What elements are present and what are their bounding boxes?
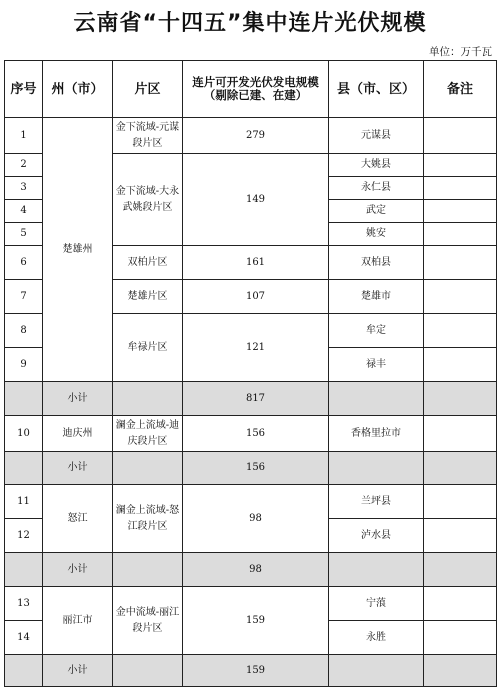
- area-cell: 金下流域-大永武姚段片区: [113, 154, 183, 246]
- seq-cell: 9: [5, 348, 43, 382]
- remark-cell: [424, 246, 497, 280]
- table-row: [5, 587, 497, 621]
- county-cell: 永仁县: [329, 177, 424, 200]
- capacity-cell: 121: [183, 314, 329, 382]
- subtotal-capacity: 817: [183, 382, 329, 416]
- document-title: 云南省“十四五”集中连片光伏规模: [73, 11, 427, 36]
- county-cell: [329, 655, 424, 687]
- capacity-cell: 98: [183, 485, 329, 553]
- area-cell: 牟禄片区: [113, 314, 183, 382]
- remark-cell: [424, 655, 497, 687]
- county-cell: 双柏县: [329, 246, 424, 280]
- remark-cell: [424, 416, 497, 452]
- remark-cell: [424, 177, 497, 200]
- seq-cell: 14: [5, 621, 43, 655]
- capacity-cell: 279: [183, 118, 329, 154]
- remark-cell: [424, 223, 497, 246]
- subtotal-label: 小计: [43, 452, 113, 485]
- header-seq: 序号: [5, 61, 43, 118]
- remark-cell: [424, 314, 497, 348]
- seq-cell: 4: [5, 200, 43, 223]
- subtotal-label: 小计: [43, 655, 113, 687]
- county-cell: 香格里拉市: [329, 416, 424, 452]
- area-cell: 楚雄片区: [113, 280, 183, 314]
- subtotal-label: 小计: [43, 382, 113, 416]
- seq-cell: 8: [5, 314, 43, 348]
- prefecture-cell: 楚雄州: [43, 118, 113, 382]
- capacity-cell: 107: [183, 280, 329, 314]
- county-cell: 兰坪县: [329, 485, 424, 519]
- capacity-cell: 161: [183, 246, 329, 280]
- county-cell: 楚雄市: [329, 280, 424, 314]
- county-cell: 泸水县: [329, 519, 424, 553]
- seq-cell: [5, 382, 43, 416]
- capacity-cell: 159: [183, 587, 329, 655]
- remark-cell: [424, 621, 497, 655]
- remark-cell: [424, 485, 497, 519]
- remark-cell: [424, 553, 497, 587]
- subtotal-capacity: 98: [183, 553, 329, 587]
- subtotal-capacity: 156: [183, 452, 329, 485]
- header-remark: 备注: [424, 61, 497, 118]
- header-row: [5, 61, 497, 118]
- county-cell: 元谋县: [329, 118, 424, 154]
- capacity-cell: 149: [183, 154, 329, 246]
- seq-cell: 12: [5, 519, 43, 553]
- county-cell: 武定: [329, 200, 424, 223]
- remark-cell: [424, 280, 497, 314]
- seq-cell: 6: [5, 246, 43, 280]
- county-cell: 牟定: [329, 314, 424, 348]
- table-row: [5, 416, 497, 452]
- area-cell: [113, 452, 183, 485]
- unit-label: 单位：万千瓦: [429, 46, 492, 58]
- area-cell: 双柏片区: [113, 246, 183, 280]
- area-cell: [113, 382, 183, 416]
- area-cell: 金中流域-丽江段片区: [113, 587, 183, 655]
- remark-cell: [424, 587, 497, 621]
- header-area: 片区: [113, 61, 183, 118]
- subtotal-row: [5, 382, 497, 416]
- prefecture-cell: 怒江: [43, 485, 113, 553]
- remark-cell: [424, 382, 497, 416]
- county-cell: [329, 452, 424, 485]
- remark-cell: [424, 118, 497, 154]
- seq-cell: [5, 553, 43, 587]
- county-cell: [329, 382, 424, 416]
- seq-cell: 2: [5, 154, 43, 177]
- seq-cell: 13: [5, 587, 43, 621]
- county-cell: [329, 553, 424, 587]
- capacity-cell: 156: [183, 416, 329, 452]
- remark-cell: [424, 154, 497, 177]
- subtotal-row: [5, 553, 497, 587]
- subtotal-row: [5, 452, 497, 485]
- seq-cell: [5, 655, 43, 687]
- pv-scale-table: [4, 60, 497, 687]
- seq-cell: 11: [5, 485, 43, 519]
- table-row: [5, 485, 497, 519]
- county-cell: 禄丰: [329, 348, 424, 382]
- area-cell: [113, 655, 183, 687]
- remark-cell: [424, 452, 497, 485]
- area-cell: 澜金上流域-迪庆段片区: [113, 416, 183, 452]
- seq-cell: 10: [5, 416, 43, 452]
- prefecture-cell: 丽江市: [43, 587, 113, 655]
- header-county: 县（市、区）: [329, 61, 424, 118]
- remark-cell: [424, 200, 497, 223]
- county-cell: 姚安: [329, 223, 424, 246]
- subtotal-row: [5, 655, 497, 687]
- subtotal-capacity: 159: [183, 655, 329, 687]
- county-cell: 永胜: [329, 621, 424, 655]
- area-cell: 金下流域-元谋段片区: [113, 118, 183, 154]
- remark-cell: [424, 519, 497, 553]
- table-row: [5, 118, 497, 154]
- county-cell: 宁蒗: [329, 587, 424, 621]
- seq-cell: 7: [5, 280, 43, 314]
- area-cell: 澜金上流域-怒江段片区: [113, 485, 183, 553]
- subtotal-label: 小计: [43, 553, 113, 587]
- remark-cell: [424, 348, 497, 382]
- seq-cell: [5, 452, 43, 485]
- seq-cell: 3: [5, 177, 43, 200]
- header-capacity: 连片可开发光伏发电规模（剔除已建、在建）: [183, 61, 329, 118]
- area-cell: [113, 553, 183, 587]
- county-cell: 大姚县: [329, 154, 424, 177]
- seq-cell: 5: [5, 223, 43, 246]
- seq-cell: 1: [5, 118, 43, 154]
- header-prefecture: 州（市）: [43, 61, 113, 118]
- prefecture-cell: 迪庆州: [43, 416, 113, 452]
